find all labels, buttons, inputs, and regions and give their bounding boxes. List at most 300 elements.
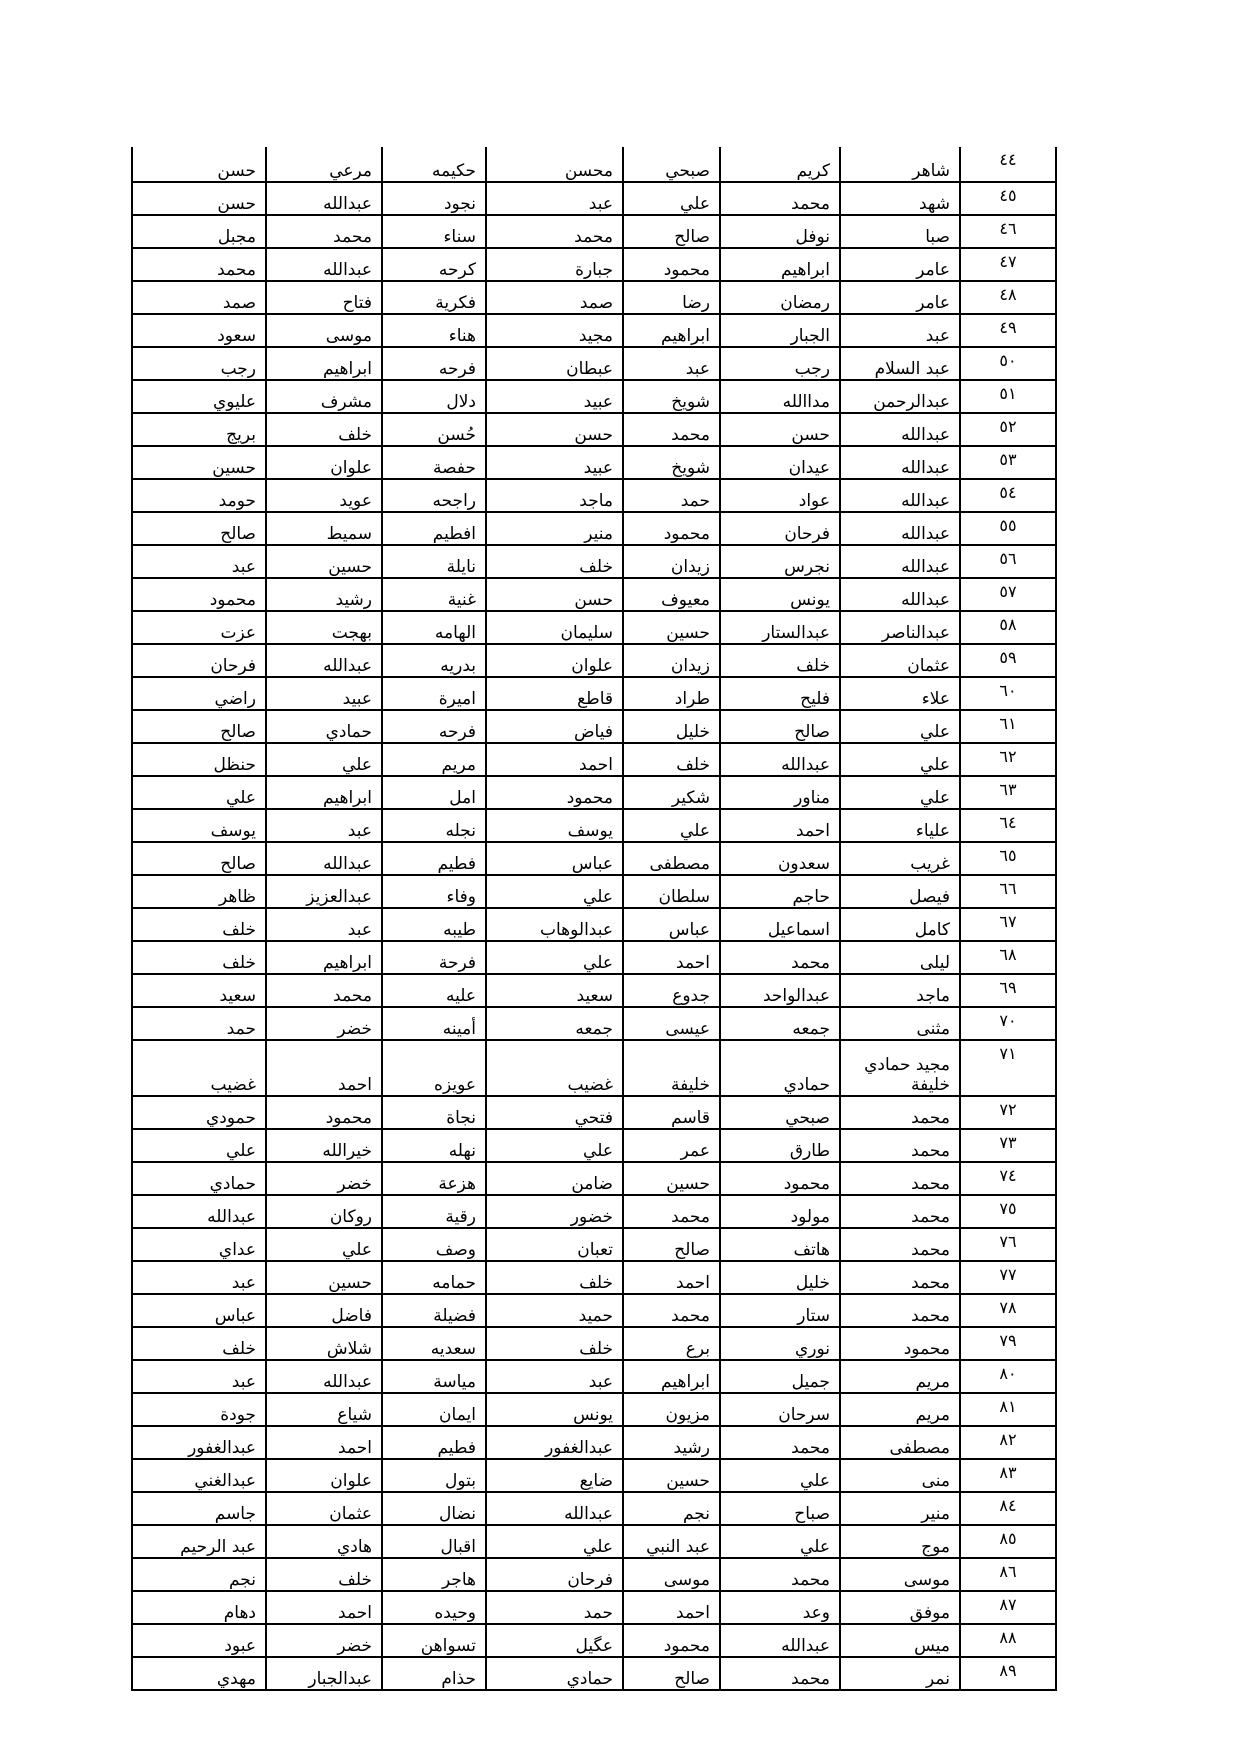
name-cell: ابراهيم <box>266 347 382 380</box>
name-cell: محمود <box>720 1162 840 1195</box>
name-cell: حُسن <box>382 413 486 446</box>
name-cell: حاجم <box>720 875 840 908</box>
name-cell: خلف <box>486 1327 623 1360</box>
row-number: ٧٧ <box>960 1261 1056 1294</box>
table-row <box>132 215 1056 248</box>
name-cell: ظاهر <box>132 875 266 908</box>
name-cell: اسماعيل <box>720 908 840 941</box>
name-cell: نجرس <box>720 545 840 578</box>
name-cell: تعبان <box>486 1228 623 1261</box>
row-number: ٧٠ <box>960 1007 1056 1040</box>
table-row <box>132 1591 1056 1624</box>
name-cell: محمد <box>266 215 382 248</box>
name-cell: محمد <box>840 1261 960 1294</box>
name-cell: عبد <box>266 908 382 941</box>
table-row <box>132 413 1056 446</box>
name-cell: حمادي <box>720 1040 840 1096</box>
row-number: ٤٧ <box>960 248 1056 281</box>
name-cell: رضا <box>623 281 720 314</box>
name-cell: عبد السلام <box>840 347 960 380</box>
table-row <box>132 1459 1056 1492</box>
name-cell: عبد <box>132 1360 266 1393</box>
table-row <box>132 1327 1056 1360</box>
name-cell: مصطفى <box>623 842 720 875</box>
name-cell: مهدي <box>132 1657 266 1690</box>
name-cell: شياع <box>266 1393 382 1426</box>
name-cell: عويزه <box>382 1040 486 1096</box>
name-cell: بهجت <box>266 611 382 644</box>
name-cell: خلف <box>623 743 720 776</box>
name-cell: فيصل <box>840 875 960 908</box>
name-cell: حسين <box>266 545 382 578</box>
name-cell: حمد <box>623 479 720 512</box>
name-cell: علي <box>266 743 382 776</box>
name-cell: عبدالله <box>720 743 840 776</box>
name-cell: حمادي <box>132 1162 266 1195</box>
table-row <box>132 776 1056 809</box>
name-cell: حسن <box>486 413 623 446</box>
name-cell: سعدون <box>720 842 840 875</box>
name-cell: علي <box>623 809 720 842</box>
name-cell: احمد <box>266 1426 382 1459</box>
name-cell: مجبل <box>132 215 266 248</box>
row-number: ٧٣ <box>960 1129 1056 1162</box>
table-row <box>132 1261 1056 1294</box>
row-number: ٦٨ <box>960 941 1056 974</box>
name-cell: رجب <box>132 347 266 380</box>
row-number: ٥٨ <box>960 611 1056 644</box>
name-cell: صالح <box>623 215 720 248</box>
name-cell: مجيد <box>486 314 623 347</box>
name-cell: طيبه <box>382 908 486 941</box>
name-cell: عباس <box>486 842 623 875</box>
name-cell: يوسف <box>132 809 266 842</box>
name-cell: وحيده <box>382 1591 486 1624</box>
name-cell: زيدان <box>623 644 720 677</box>
name-cell: حكيمه <box>382 147 486 182</box>
name-cell: عبد <box>132 545 266 578</box>
name-cell: عبدالواحد <box>720 974 840 1007</box>
name-cell: سعيد <box>486 974 623 1007</box>
name-cell: نمر <box>840 1657 960 1690</box>
name-cell: فطيم <box>382 1426 486 1459</box>
name-cell: احمد <box>266 1591 382 1624</box>
name-cell: شويخ <box>623 446 720 479</box>
name-cell: ابراهيم <box>720 248 840 281</box>
table-row <box>132 1360 1056 1393</box>
name-cell: عيدان <box>720 446 840 479</box>
name-cell: صمد <box>486 281 623 314</box>
row-number: ٤٨ <box>960 281 1056 314</box>
name-cell: حسين <box>623 1162 720 1195</box>
name-cell: كرحه <box>382 248 486 281</box>
name-cell: حسين <box>623 611 720 644</box>
name-cell: عبدالله <box>266 842 382 875</box>
name-cell: خضر <box>266 1162 382 1195</box>
name-cell: صالح <box>132 710 266 743</box>
name-cell: محمد <box>840 1129 960 1162</box>
name-cell: عبدالرحمن <box>840 380 960 413</box>
name-cell: عبدالله <box>840 512 960 545</box>
name-cell: موسى <box>623 1558 720 1591</box>
name-cell: محسن <box>486 147 623 182</box>
name-cell: اقبال <box>382 1525 486 1558</box>
name-cell: عبدالله <box>840 413 960 446</box>
name-cell: دلال <box>382 380 486 413</box>
name-cell: رشيد <box>266 578 382 611</box>
name-cell: صالح <box>720 710 840 743</box>
table-row <box>132 1492 1056 1525</box>
row-number: ٥٢ <box>960 413 1056 446</box>
name-cell: فرحان <box>132 644 266 677</box>
name-cell: محمد <box>720 941 840 974</box>
table-row <box>132 842 1056 875</box>
name-cell: حسن <box>720 413 840 446</box>
name-cell: فطيم <box>382 842 486 875</box>
name-cell: محمود <box>623 512 720 545</box>
row-number: ٧٢ <box>960 1096 1056 1129</box>
table-row <box>132 908 1056 941</box>
name-cell: عليوي <box>132 380 266 413</box>
name-cell: حسن <box>486 578 623 611</box>
name-cell: حسين <box>623 1459 720 1492</box>
name-cell: وفاء <box>382 875 486 908</box>
name-cell: عامر <box>840 248 960 281</box>
name-cell: علي <box>266 1228 382 1261</box>
row-number: ٤٦ <box>960 215 1056 248</box>
name-cell: عبيد <box>266 677 382 710</box>
name-cell: عبدالعزيز <box>266 875 382 908</box>
row-number: ٦٥ <box>960 842 1056 875</box>
row-number: ٧٤ <box>960 1162 1056 1195</box>
row-number: ٨٨ <box>960 1624 1056 1657</box>
name-cell: صالح <box>132 842 266 875</box>
name-cell: فكرية <box>382 281 486 314</box>
table-row <box>132 380 1056 413</box>
name-cell: عبيد <box>486 446 623 479</box>
name-cell: جميل <box>720 1360 840 1393</box>
name-cell: صبحي <box>720 1096 840 1129</box>
name-cell: عگيل <box>486 1624 623 1657</box>
name-cell: عبد <box>840 314 960 347</box>
name-cell: عبدالله <box>840 479 960 512</box>
name-cell: نجم <box>623 1492 720 1525</box>
name-cell: جدوع <box>623 974 720 1007</box>
name-cell: فاضل <box>266 1294 382 1327</box>
name-cell: خلف <box>132 1327 266 1360</box>
row-number: ٧٥ <box>960 1195 1056 1228</box>
name-cell: ماجد <box>840 974 960 1007</box>
name-cell: محمد <box>486 215 623 248</box>
name-cell: يونس <box>720 578 840 611</box>
name-cell: عبد <box>486 182 623 215</box>
name-cell: جمعه <box>720 1007 840 1040</box>
row-number: ٥٤ <box>960 479 1056 512</box>
row-number: ٨٣ <box>960 1459 1056 1492</box>
name-cell: خلف <box>266 1558 382 1591</box>
name-cell: احمد <box>623 1591 720 1624</box>
table-row <box>132 347 1056 380</box>
name-cell: فتاح <box>266 281 382 314</box>
name-cell: غضيب <box>486 1040 623 1096</box>
name-cell: ابراهيم <box>623 314 720 347</box>
name-cell: مولود <box>720 1195 840 1228</box>
name-cell: جودة <box>132 1393 266 1426</box>
name-cell: علوان <box>266 1459 382 1492</box>
row-number: ٨٩ <box>960 1657 1056 1690</box>
name-cell: عامر <box>840 281 960 314</box>
name-cell: موسى <box>266 314 382 347</box>
row-number: ٨١ <box>960 1393 1056 1426</box>
table-row <box>132 1657 1056 1690</box>
table-row <box>132 710 1056 743</box>
name-cell: عبدالستار <box>720 611 840 644</box>
name-cell: عبدالغني <box>132 1459 266 1492</box>
table-row <box>132 512 1056 545</box>
name-cell: صمد <box>132 281 266 314</box>
name-cell: طراد <box>623 677 720 710</box>
name-cell: منى <box>840 1459 960 1492</box>
name-cell: ليلى <box>840 941 960 974</box>
name-cell: صبا <box>840 215 960 248</box>
name-cell: عبدالله <box>720 1624 840 1657</box>
name-cell: بدريه <box>382 644 486 677</box>
name-cell: ابراهيم <box>623 1360 720 1393</box>
name-cell: ماجد <box>486 479 623 512</box>
name-cell: جاسم <box>132 1492 266 1525</box>
name-cell: حذام <box>382 1657 486 1690</box>
name-cell: سميط <box>266 512 382 545</box>
name-cell: هاجر <box>382 1558 486 1591</box>
table-row <box>132 1195 1056 1228</box>
name-cell: محمد <box>840 1228 960 1261</box>
name-cell: سرحان <box>720 1393 840 1426</box>
name-cell: برع <box>623 1327 720 1360</box>
name-cell: موفق <box>840 1591 960 1624</box>
name-cell: زيدان <box>623 545 720 578</box>
name-cell: مياسة <box>382 1360 486 1393</box>
name-cell: سعود <box>132 314 266 347</box>
name-cell: مداالله <box>720 380 840 413</box>
name-cell: الجبار <box>720 314 840 347</box>
name-cell: فتحي <box>486 1096 623 1129</box>
table-row <box>132 743 1056 776</box>
row-number: ٦٠ <box>960 677 1056 710</box>
name-cell: شكير <box>623 776 720 809</box>
name-cell: عبدالله <box>486 1492 623 1525</box>
name-cell: عبد <box>623 347 720 380</box>
name-cell: علي <box>840 776 960 809</box>
name-cell: فرحان <box>486 1558 623 1591</box>
name-cell: مثنى <box>840 1007 960 1040</box>
row-number: ٨٦ <box>960 1558 1056 1591</box>
name-cell: حمامه <box>382 1261 486 1294</box>
name-cell: محمود <box>266 1096 382 1129</box>
table-row <box>132 1040 1056 1096</box>
name-cell: حمادي <box>266 710 382 743</box>
name-cell: خلف <box>266 413 382 446</box>
name-cell: سلطان <box>623 875 720 908</box>
name-cell: علوان <box>266 446 382 479</box>
name-cell: عبد <box>132 1261 266 1294</box>
name-cell: عواد <box>720 479 840 512</box>
name-cell: سليمان <box>486 611 623 644</box>
row-number: ٨٠ <box>960 1360 1056 1393</box>
name-cell: عمر <box>623 1129 720 1162</box>
name-cell: علاء <box>840 677 960 710</box>
name-cell: محمد <box>840 1096 960 1129</box>
row-number: ٨٤ <box>960 1492 1056 1525</box>
name-cell: نجاة <box>382 1096 486 1129</box>
name-cell: نضال <box>382 1492 486 1525</box>
name-cell: بريج <box>132 413 266 446</box>
name-cell: علي <box>720 1525 840 1558</box>
name-cell: عثمان <box>840 644 960 677</box>
table-row <box>132 248 1056 281</box>
name-cell: مجيد حمادي خليفة <box>840 1040 960 1096</box>
name-cell: يونس <box>486 1393 623 1426</box>
name-cell: ابراهيم <box>266 941 382 974</box>
name-cell: نايلة <box>382 545 486 578</box>
row-number: ٥٥ <box>960 512 1056 545</box>
table-row <box>132 1558 1056 1591</box>
name-cell: فرحة <box>382 941 486 974</box>
name-cell: عبدالجبار <box>266 1657 382 1690</box>
name-cell: يوسف <box>486 809 623 842</box>
name-cell: روكان <box>266 1195 382 1228</box>
name-cell: عباس <box>132 1294 266 1327</box>
name-cell: محمد <box>840 1162 960 1195</box>
name-cell: حسين <box>132 446 266 479</box>
name-cell: حفصة <box>382 446 486 479</box>
name-cell: كريم <box>720 147 840 182</box>
name-cell: علي <box>623 182 720 215</box>
name-cell: حسن <box>132 147 266 182</box>
names-table <box>131 147 1057 1691</box>
name-cell: عبدالله <box>266 248 382 281</box>
row-number: ٦٢ <box>960 743 1056 776</box>
name-cell: عبدالله <box>266 1360 382 1393</box>
table-row <box>132 147 1056 182</box>
name-cell: خضور <box>486 1195 623 1228</box>
name-cell: خضر <box>266 1007 382 1040</box>
name-cell: عبدالله <box>132 1195 266 1228</box>
row-number: ٨٧ <box>960 1591 1056 1624</box>
name-cell: خيرالله <box>266 1129 382 1162</box>
name-cell: راضي <box>132 677 266 710</box>
table-row <box>132 809 1056 842</box>
name-cell: محمود <box>623 1624 720 1657</box>
name-cell: عبدالله <box>266 644 382 677</box>
row-number: ٧٩ <box>960 1327 1056 1360</box>
name-cell: مزيون <box>623 1393 720 1426</box>
table-row <box>132 1393 1056 1426</box>
row-number: ٧٨ <box>960 1294 1056 1327</box>
name-cell: حسن <box>132 182 266 215</box>
name-cell: سعيد <box>132 974 266 1007</box>
name-cell: معيوف <box>623 578 720 611</box>
row-number: ٥٩ <box>960 644 1056 677</box>
name-cell: موج <box>840 1525 960 1558</box>
name-cell: سعديه <box>382 1327 486 1360</box>
name-cell: غنية <box>382 578 486 611</box>
name-cell: هزعة <box>382 1162 486 1195</box>
name-cell: قاسم <box>623 1096 720 1129</box>
name-cell: علي <box>840 710 960 743</box>
name-cell: عويد <box>266 479 382 512</box>
table-row <box>132 578 1056 611</box>
name-cell: محمد <box>720 1426 840 1459</box>
name-cell: عبود <box>132 1624 266 1657</box>
name-cell: راجحه <box>382 479 486 512</box>
name-cell: علياء <box>840 809 960 842</box>
name-cell: محمد <box>132 248 266 281</box>
table-row <box>132 974 1056 1007</box>
name-cell: الهامه <box>382 611 486 644</box>
name-cell: خلف <box>486 1261 623 1294</box>
name-cell: عداي <box>132 1228 266 1261</box>
name-cell: حمودي <box>132 1096 266 1129</box>
name-cell: عبدالغفور <box>486 1426 623 1459</box>
name-cell: مناور <box>720 776 840 809</box>
name-cell: حمد <box>486 1591 623 1624</box>
name-cell: امل <box>382 776 486 809</box>
name-cell: محمد <box>840 1195 960 1228</box>
name-cell: حميد <box>486 1294 623 1327</box>
name-cell: عبد الرحيم <box>132 1525 266 1558</box>
name-cell: عبدالله <box>840 446 960 479</box>
row-number: ٦٦ <box>960 875 1056 908</box>
name-cell: نجم <box>132 1558 266 1591</box>
name-cell: وعد <box>720 1591 840 1624</box>
row-number: ٤٩ <box>960 314 1056 347</box>
name-cell: خضر <box>266 1624 382 1657</box>
name-cell: صالح <box>623 1657 720 1690</box>
row-number: ٤٥ <box>960 182 1056 215</box>
row-number: ٤٤ <box>960 147 1056 182</box>
name-cell: مريم <box>840 1360 960 1393</box>
name-cell: رمضان <box>720 281 840 314</box>
name-cell: بتول <box>382 1459 486 1492</box>
name-cell: عبدالغفور <box>132 1426 266 1459</box>
name-cell: محمود <box>486 776 623 809</box>
row-number: ٦٩ <box>960 974 1056 1007</box>
name-cell: ستار <box>720 1294 840 1327</box>
name-cell: محمود <box>623 248 720 281</box>
name-cell: كامل <box>840 908 960 941</box>
name-cell: خلف <box>720 644 840 677</box>
row-number: ٨٥ <box>960 1525 1056 1558</box>
name-cell: محمد <box>720 1657 840 1690</box>
name-cell: صباح <box>720 1492 840 1525</box>
name-cell: شاهر <box>840 147 960 182</box>
name-cell: علي <box>486 1525 623 1558</box>
name-cell: جمعه <box>486 1007 623 1040</box>
name-cell: محمود <box>840 1327 960 1360</box>
name-cell: رقية <box>382 1195 486 1228</box>
name-cell: عبد <box>266 809 382 842</box>
name-cell: علي <box>486 1129 623 1162</box>
name-cell: مريم <box>840 1393 960 1426</box>
row-number: ٦٣ <box>960 776 1056 809</box>
name-cell: جبارة <box>486 248 623 281</box>
name-cell: وصف <box>382 1228 486 1261</box>
name-cell: فرحان <box>720 512 840 545</box>
name-cell: خلف <box>486 545 623 578</box>
table-row <box>132 1096 1056 1129</box>
name-cell: حمادي <box>486 1657 623 1690</box>
name-cell: مشرف <box>266 380 382 413</box>
